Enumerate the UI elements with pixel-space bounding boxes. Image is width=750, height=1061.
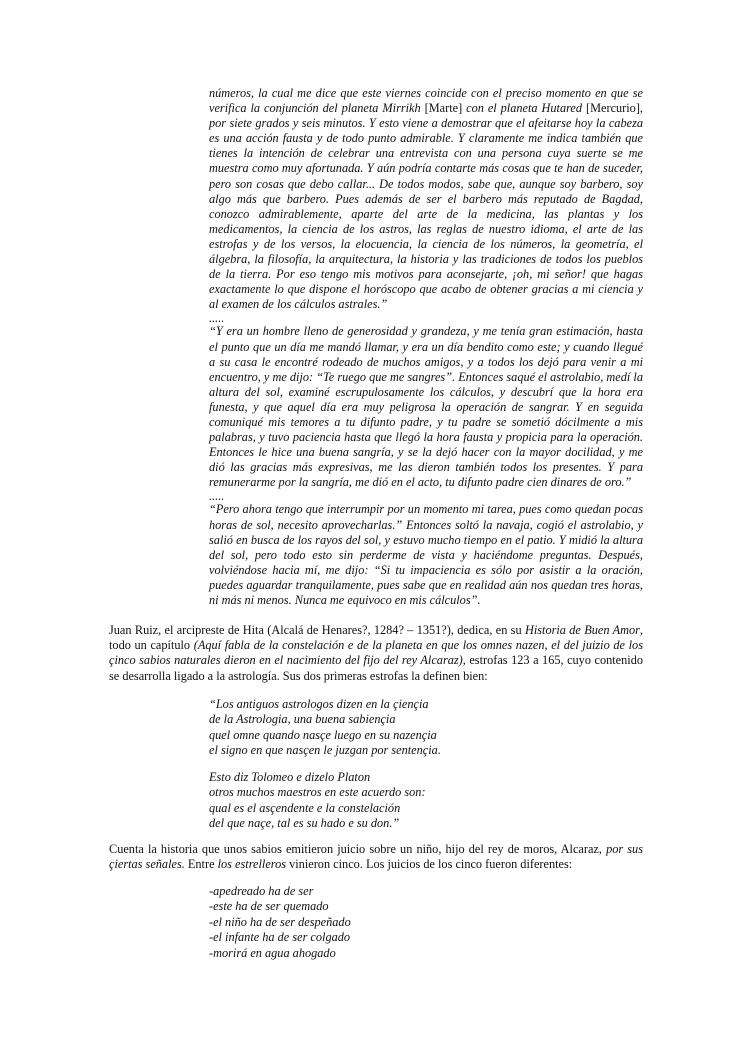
judgements-list (209, 884, 629, 961)
quote-paragraph-horoscope (209, 86, 643, 312)
text-segment: Cuenta la historia que unos sabios emitieron juicio sobre un niño, hijo del rey de moros, Alcaraz, (109, 842, 607, 856)
ellipsis-separator: ..... (209, 489, 225, 504)
verse-line: “Los antiguos astrologos dizen en la çiençia (209, 697, 429, 711)
text-segment: vinieron cinco. Los juicios de los cinco fueron diferentes: (286, 857, 573, 872)
verse-line: qual es el asçendente e la constelación (209, 800, 401, 815)
verse-line: quel omne quando nasçe luego en su nazençia (209, 727, 437, 742)
quote-segment: números, la cual me dice que este viernes coincide con el preciso momento en que se verifica la conjunción del planeta Mirrikh (209, 86, 643, 116)
barber-quote-block (209, 86, 643, 608)
verse-stanza-1 (209, 697, 629, 759)
verse-line: de la Astrologia, una buena sabiençia (209, 712, 396, 727)
body-paragraph-arcipreste (109, 623, 643, 684)
judgement-item: -el infante ha de ser colgado (209, 930, 351, 945)
text-segment: Juan Ruiz, el arcipreste de Hita (Alcalá de Henares?, 1284? – 1351?), dedica, en su (109, 623, 525, 637)
verse-line: el signo en que nasçen le juzgan por sentençia. (209, 743, 441, 758)
quote-segment-bracket: [Mercurio], (585, 101, 644, 116)
verse-line: Esto diz Tolomeo e dizelo Platon (209, 770, 371, 784)
judgement-item: -morirá en agua ahogado (209, 945, 336, 960)
quote-segment-bracket: [Marte] (424, 101, 463, 116)
quote-paragraph-astrolabe: “Pero ahora tengo que interrumpir por un momento mi tarea, pues como quedan pocas horas de sol, necesito aprovecharlas.” Entonces soltó la navaja, cogió el astrolabio, y salió en busca de los rayos del sol, y estuvo mucho tiempo en el patio. Y midió la altura del sol, pero todo esto sin perderme de vista y haciéndome preguntas. Después, volviéndose hacia mí, me dijo: “Si tu impaciencia es sólo por asistir a la oración, puedes aguardar tranquilamente, pues sabe que en realidad aún nos quedan tres horas, ni más ni menos. Nunca me equivoco en mis cálculos”. (209, 502, 643, 607)
chapter-title: (Aquí fabla de la constelación e de la planeta en que los omnes nazen, el del juizio de los çinco sabios naturales dieron en el nacimiento del fijo del rey Alcaraz) (109, 638, 643, 668)
emphasis-text: los estrelleros (217, 857, 287, 872)
book-title: Historia de Buen Amor (524, 623, 640, 637)
text-segment: Entre (184, 857, 218, 872)
quote-segment: con el planeta Hutared (462, 101, 586, 116)
quote-paragraph-bloodletting: “Y era un hombre lleno de generosidad y grandeza, y me tenía gran estimación, hasta el punto que un día me mandó llamar, y era un día bendito como este; y cuando llegué a su casa le encontré rodeado de muchos amigos, y a todos los dejó para venir a mi encuentro, y me dijo: “Te ruego que me sangres”. Entonces saqué el astrolabio, medí la altura del sol, examiné escrupulosamente los cálculos, y descubrí que la hora era funesta, y que aquel día era muy peligrosa la operación de sangrar. Y en seguida comuniqué mis temores a tu difunto padre, y tu padre se sometió dócilmente a mis palabras, y tuvo paciencia hasta que llegó la hora fausta y propicia para la operación. Entonces le hice una buena sangría, y se la dejó hacer con la mayor docilidad, y me dió las gracias más expresivas, me las dieron también todos los presentes. Y para remunerarme por la sangría, me dió en el acto, tu difunto padre cien dinares de oro.” (209, 324, 643, 490)
verse-line: del que naçe, tal es su hado e su don.” (209, 816, 400, 831)
verse-line: otros muchos maestros en este acuerdo son: (209, 785, 426, 800)
quote-segment: por siete grados y seis minutos. Y esto viene a demostrar que el afeitarse hoy la cabeza es una acción fausta y de todo punto admirable. Y claramente me indica también que tienes la intención de celebrar una entrevista con una persona cuya suerte se me muestra como muy afortunada. Y aún podría contarte más cosas que te han de suceder, pero son cosas que debo callar... De todos modos, sabe que, aunque soy barbero, soy algo más que barbero. Pues además de ser el barbero más reputado de Bagdad, conozco admirablemente, aparte del arte de la medicina, las plantas y los medicamentos, la ciencia de los astros, las reglas de nuestro idioma, el arte de las estrofas y de los versos, la elocuencia, la ciencia de los números, la geometría, el álgebra, la filosofía, la arquitectura, la historia y las tradiciones de todos los pueblos de la tierra. Por eso tengo mis motivos para aconsejarte, ¡oh, mi señor! que hagas exactamente lo que dispone el horóscopo que acabo de obtener gracias a mi ciencia y al examen de los cálculos astrales.” (209, 116, 643, 312)
judgement-item: -el niño ha de ser despeñado (209, 914, 351, 929)
text-segment: , todo un capítulo (109, 623, 643, 653)
text-segment: , estrofas 123 a 165, cuyo contenido se desarrolla ligado a la astrología. Sus dos primeras estrofas la definen bien: (109, 653, 643, 683)
judgement-item: -este ha de ser quemado (209, 899, 329, 914)
emphasis-text: por sus çiertas señales. (109, 842, 643, 872)
judgement-item: -apedreado ha de ser (209, 884, 314, 898)
ellipsis-separator: ..... (209, 311, 225, 326)
verse-stanza-2 (209, 770, 629, 832)
body-paragraph-sabios (109, 842, 643, 872)
